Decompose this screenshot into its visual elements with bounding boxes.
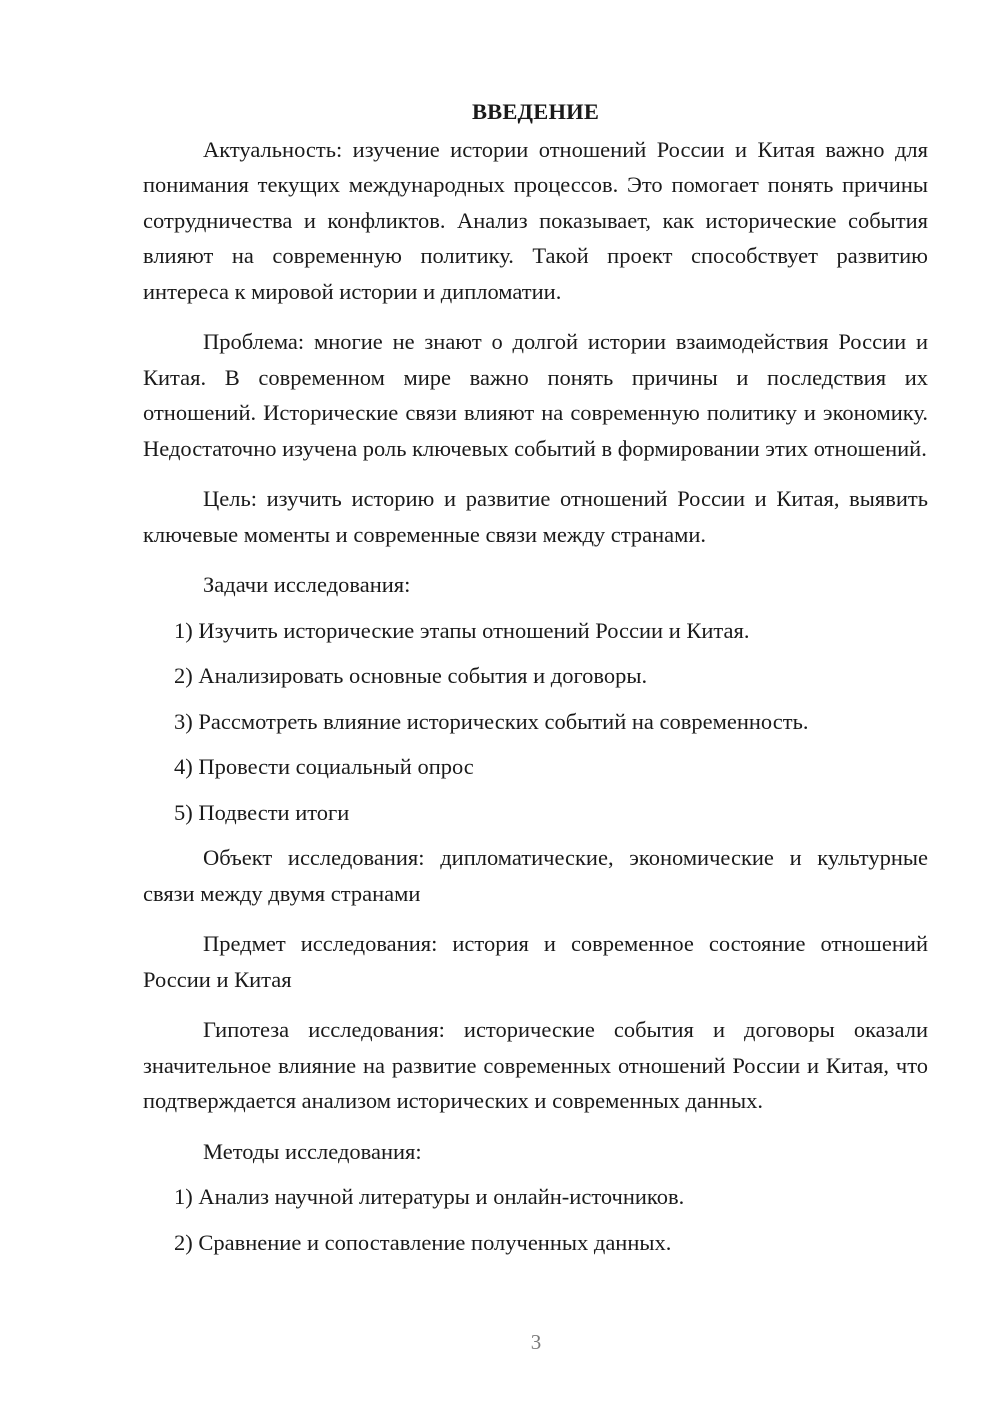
hypothesis-paragraph: Гипотеза исследования: исторические события и договоры оказали значительное влияние на развитие современных отношений России и Китая, что подтверждается анализом исторических и современных данных. [143, 1017, 928, 1113]
object-paragraph: Объект исследования: дипломатические, экономические и культурные связи между двумя странами [143, 845, 928, 906]
subject-paragraph: Предмет исследования: история и современное состояние отношений России и Китая [143, 931, 928, 992]
task-item-4: 4) Провести социальный опрос [174, 754, 474, 779]
relevance-paragraph: Актуальность: изучение истории отношений России и Китая важно для понимания текущих международных процессов. Это помогает понять причины сотрудничества и конфликтов. Анализ показывает, как исторические события влияют на современную политику. Такой проект способствует развитию интереса к мировой истории и дипломатии. [143, 136, 928, 304]
page-number: 3 [530, 1330, 542, 1354]
methods-heading: Методы исследования: [203, 1138, 422, 1164]
page-title: ВВЕДЕНИЕ [471, 99, 600, 124]
goal-paragraph: Цель: изучить историю и развитие отношений России и Китая, выявить ключевые моменты и современные связи между странами. [143, 486, 928, 547]
task-item-1: 1) Изучить исторические этапы отношений России и Китая. [174, 617, 750, 643]
method-item-2: 2) Сравнение и сопоставление полученных данных. [174, 1229, 672, 1255]
task-item-3: 3) Рассмотреть влияние исторических событий на современность. [174, 708, 809, 734]
method-item-1: 1) Анализ научной литературы и онлайн-источников. [174, 1184, 685, 1209]
task-item-2: 2) Анализировать основные события и договоры. [174, 663, 648, 688]
tasks-heading: Задачи исследования: [203, 572, 411, 597]
problem-paragraph: Проблема: многие не знают о долгой истории взаимодействия России и Китая. В современном мире важно понять причины и последствия их отношений. Исторические связи влияют на современную политику и экономику. Недостаточно изучена роль ключевых событий в формировании этих отношений. [143, 329, 928, 461]
document-content [143, 94, 928, 1270]
task-item-5: 5) Подвести итоги [174, 799, 350, 825]
